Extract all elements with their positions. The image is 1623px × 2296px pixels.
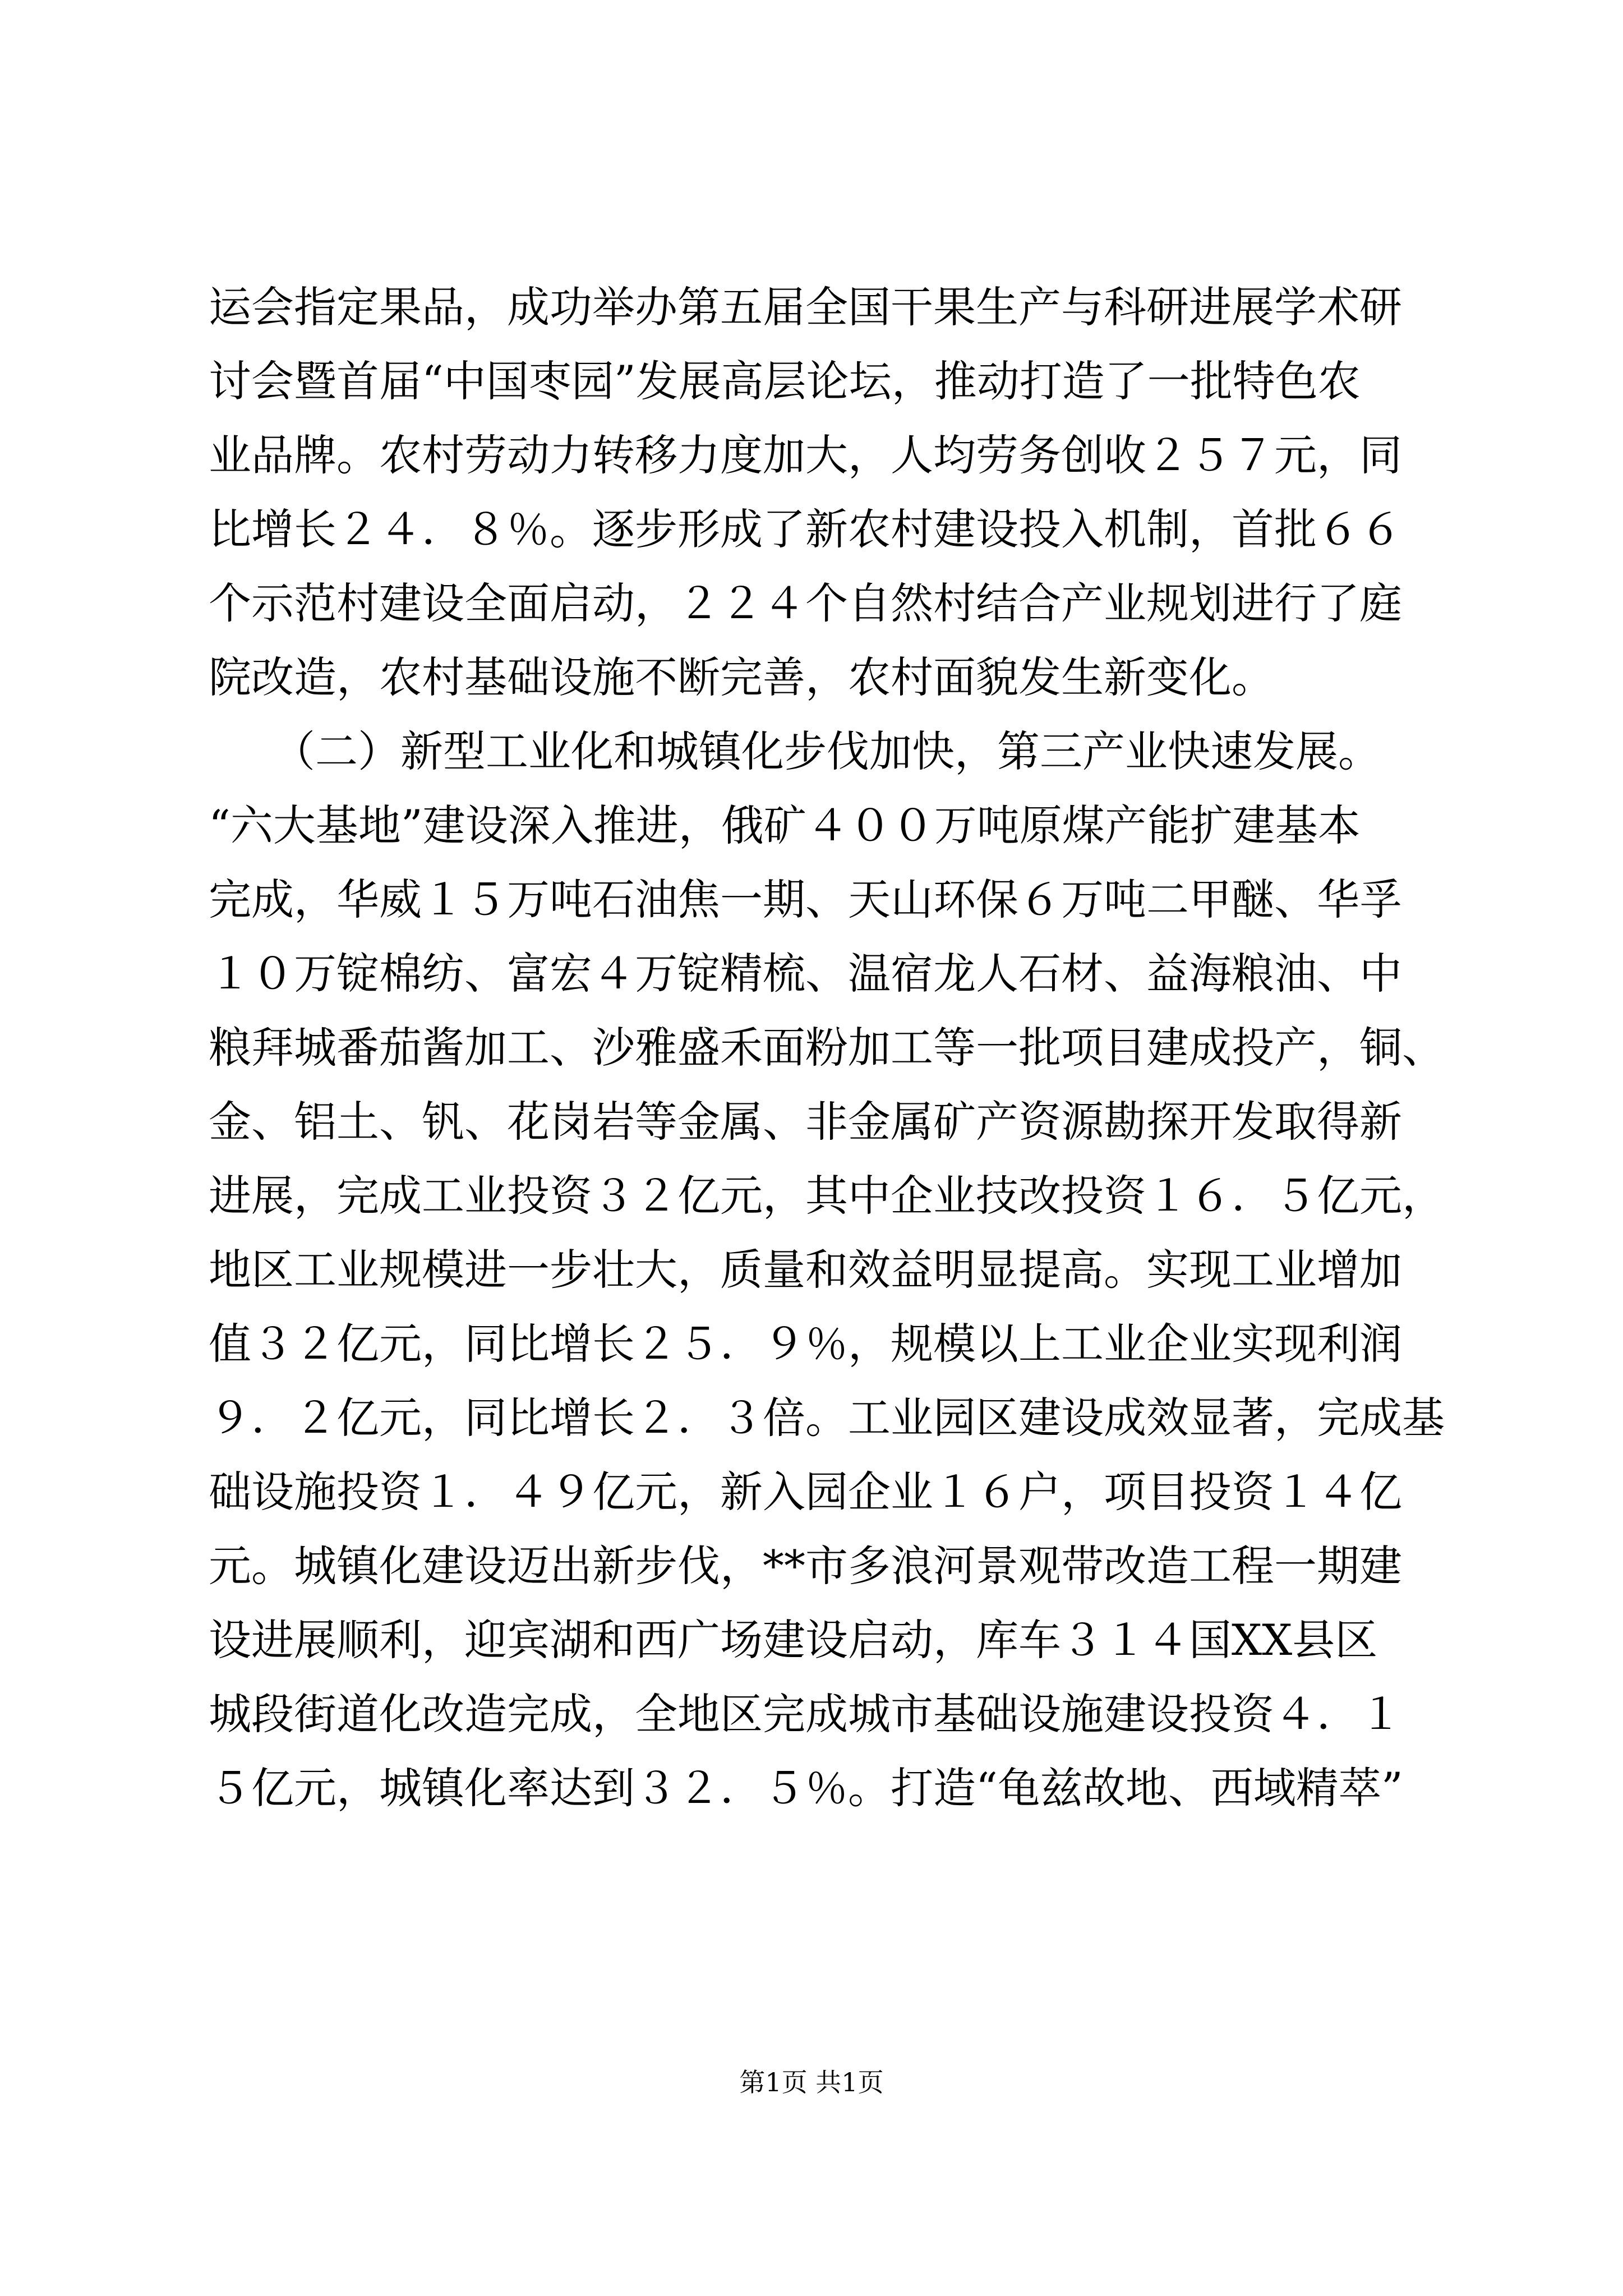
page-number-label: 第1页 共1页 xyxy=(739,2067,884,2097)
text-line: 础设施投资１．４９亿元，新入园企业１６户，项目投资１４亿 xyxy=(209,1467,1402,1517)
text-line: 设进展顺利，迎宾湖和西广场建设启动，库车３１４国XX县区 xyxy=(209,1615,1378,1665)
body-text xyxy=(209,270,1445,1825)
text-line: 金、铝土、钒、花岗岩等金属、非金属矿产资源勘探开发取得新 xyxy=(209,1097,1402,1147)
page-footer xyxy=(0,2060,1623,2105)
text-line: ５亿元，城镇化率达到３２．５％。打造“龟兹故地、西域精萃” xyxy=(209,1763,1403,1813)
text-line: 城段街道化改造完成，全地区完成城市基础设施建设投资４．１ xyxy=(209,1689,1402,1739)
text-line: 进展，完成工业投资３２亿元，其中企业技改投资１６．５亿元， xyxy=(209,1171,1445,1221)
text-line: 讨会暨首届“中国枣园”发展高层论坛，推动打造了一批特色农 xyxy=(209,356,1361,406)
text-line: “六大基地”建设深入推进，俄矿４００万吨原煤产能扩建基本 xyxy=(209,800,1361,850)
text-line: 粮拜城番茄酱加工、沙雅盛禾面粉加工等一批项目建成投产，铜、 xyxy=(209,1023,1445,1073)
text-line: 地区工业规模进一步壮大，质量和效益明显提高。实现工业增加 xyxy=(209,1245,1402,1295)
text-line: 运会指定果品，成功举办第五届全国干果生产与科研进展学术研 xyxy=(209,282,1402,332)
text-line: １０万锭棉纺、富宏４万锭精梳、温宿龙人石材、益海粮油、中 xyxy=(209,949,1402,999)
text-line: 值３２亿元，同比增长２５．９％，规模以上工业企业实现利润 xyxy=(209,1319,1402,1369)
text-line: （二）新型工业化和城镇化步伐加快，第三产业快速发展。 xyxy=(209,726,1381,776)
text-line: 业品牌。农村劳动力转移力度加大，人均劳务创收２５７元，同 xyxy=(209,430,1402,480)
text-line: 元。城镇化建设迈出新步伐，**市多浪河景观带改造工程一期建 xyxy=(209,1541,1402,1591)
text-line: 院改造，农村基础设施不断完善，农村面貌发生新变化。 xyxy=(209,652,1274,702)
text-line: 比增长２４．８％。逐步形成了新农村建设投入机制，首批６６ xyxy=(209,504,1402,554)
text-line: ９．２亿元，同比增长２．３倍。工业园区建设成效显著，完成基 xyxy=(209,1393,1445,1443)
text-line: 完成，华威１５万吨石油焦一期、天山环保６万吨二甲醚、华孚 xyxy=(209,875,1402,924)
text-line: 个示范村建设全面启动，２２４个自然村结合产业规划进行了庭 xyxy=(209,578,1402,628)
